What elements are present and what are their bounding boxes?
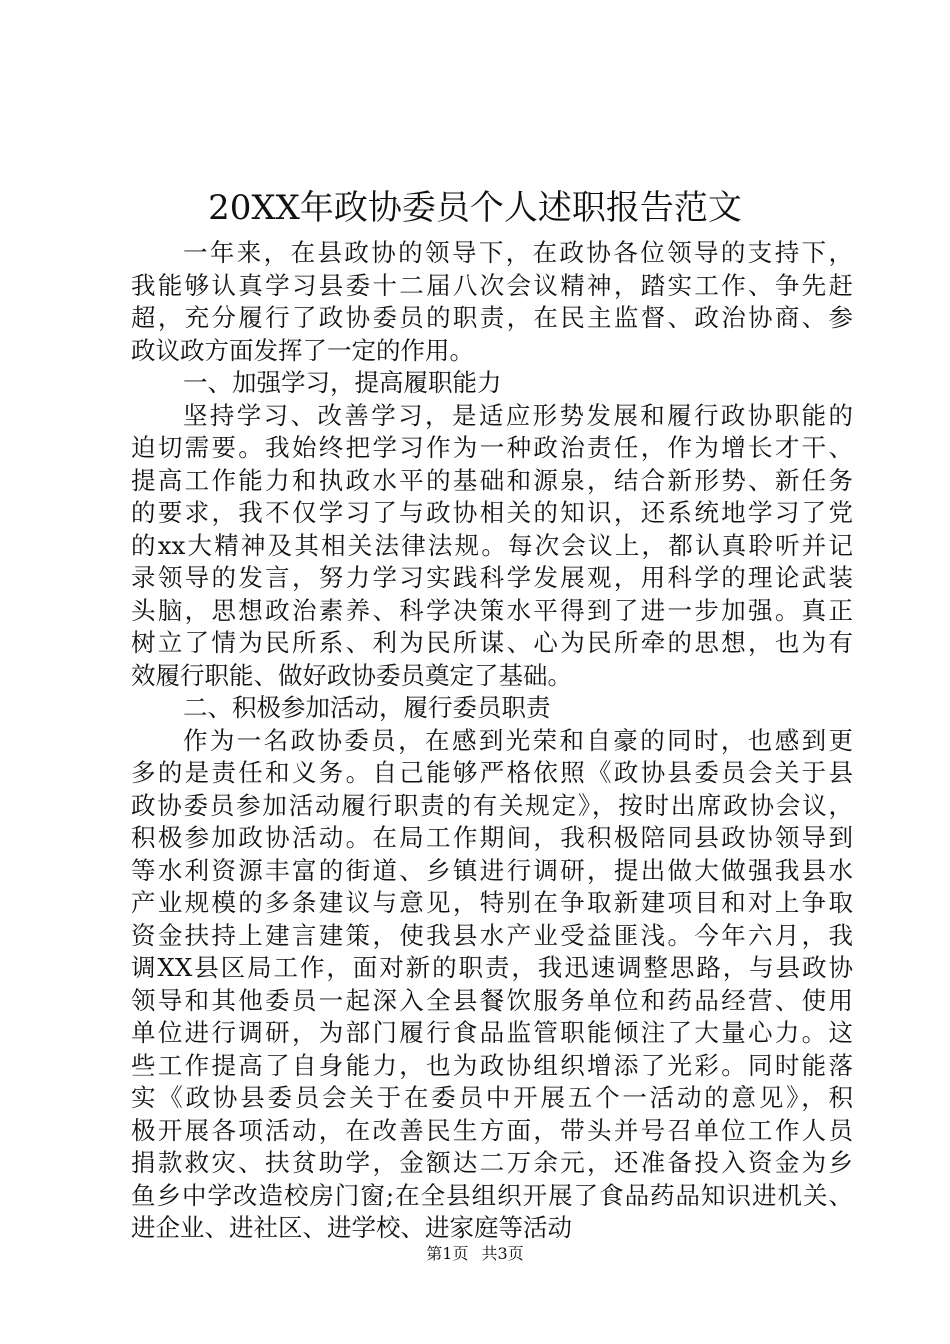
text-line: 二、积极参加活动，履行委员职责 — [183, 693, 551, 722]
text-line: 效履行职能、做好政协委员奠定了基础。 — [131, 660, 572, 690]
text-line: 领导和其他委员一起深入全县餐饮服务单位和药品经营、使用 — [131, 985, 853, 1015]
text-line: 的要求，我不仅学习了与政协相关的知识，还系统地学习了党 — [131, 498, 853, 527]
text-line: 资金扶持上建言建策，使我县水产业受益匪浅。今年六月，我 — [131, 920, 853, 950]
text-line: 作为一名政协委员，在感到光荣和自豪的同时，也感到更 — [183, 725, 853, 755]
text-line: 多的是责任和义务。自己能够严格依照《政协县委员会关于县 — [131, 758, 853, 787]
text-line: 超，充分履行了政协委员的职责，在民主监督、政治协商、参 — [131, 303, 853, 332]
text-line: 我能够认真学习县委十二届八次会议精神，踏实工作、争先赶 — [131, 270, 853, 300]
text-line: 积极参加政协活动。在局工作期间，我积极陪同县政协领导到 — [131, 823, 853, 852]
text-line: 调XX县区局工作，面对新的职责，我迅速调整思路，与县政协 — [131, 953, 853, 982]
text-line: 一、加强学习，提高履职能力 — [183, 368, 502, 397]
text-line: 迫切需要。我始终把学习作为一种政治责任，作为增长才干、 — [131, 433, 853, 462]
text-line: 实《政协县委员会关于在委员中开展五个一活动的意见》，积 — [131, 1083, 853, 1112]
text-line: 等水利资源丰富的街道、乡镇进行调研，提出做大做强我县水 — [131, 855, 853, 885]
text-line: 进企业、进社区、进学校、进家庭等活动 — [131, 1213, 572, 1242]
text-line: 坚持学习、改善学习，是适应形势发展和履行政协职能的 — [183, 400, 853, 430]
text-line: 鱼乡中学改造校房门窗;在全县组织开展了食品药品知识进机关、 — [131, 1180, 853, 1210]
text-line: 提高工作能力和执政水平的基础和源泉，结合新形势、新任务 — [131, 465, 853, 495]
text-line: 一年来，在县政协的领导下，在政协各位领导的支持下， — [183, 238, 853, 267]
document-body — [131, 237, 853, 1245]
text-line: 的xx大精神及其相关法律法规。每次会议上，都认真聆听并记 — [131, 530, 853, 560]
document-title: 20XX年政协委员个人述职报告范文 — [208, 188, 742, 228]
page-footer — [0, 1244, 950, 1264]
text-line: 单位进行调研，为部门履行食品监管职能倾注了大量心力。这 — [131, 1018, 853, 1047]
page-number: 第1页 — [426, 1244, 469, 1263]
text-line: 头脑，思想政治素养、科学决策水平得到了进一步加强。真正 — [131, 595, 853, 625]
text-line: 政协委员参加活动履行职责的有关规定》，按时出席政协会议， — [131, 790, 853, 820]
text-line: 产业规模的多条建议与意见，特别在争取新建项目和对上争取 — [131, 888, 853, 917]
text-line: 政议政方面发挥了一定的作用。 — [131, 335, 474, 365]
text-line: 捐款救灾、扶贫助学，金额达二万余元，还准备投入资金为乡 — [131, 1148, 853, 1177]
page-total: 共3页 — [481, 1244, 524, 1263]
text-line: 些工作提高了自身能力，也为政协组织增添了光彩。同时能落 — [131, 1050, 853, 1080]
text-line: 树立了情为民所系、利为民所谋、心为民所牵的思想，也为有 — [131, 628, 853, 657]
text-line: 极开展各项活动，在改善民生方面，带头并号召单位工作人员 — [131, 1115, 853, 1145]
text-line: 录领导的发言，努力学习实践科学发展观，用科学的理论武装 — [131, 563, 853, 592]
